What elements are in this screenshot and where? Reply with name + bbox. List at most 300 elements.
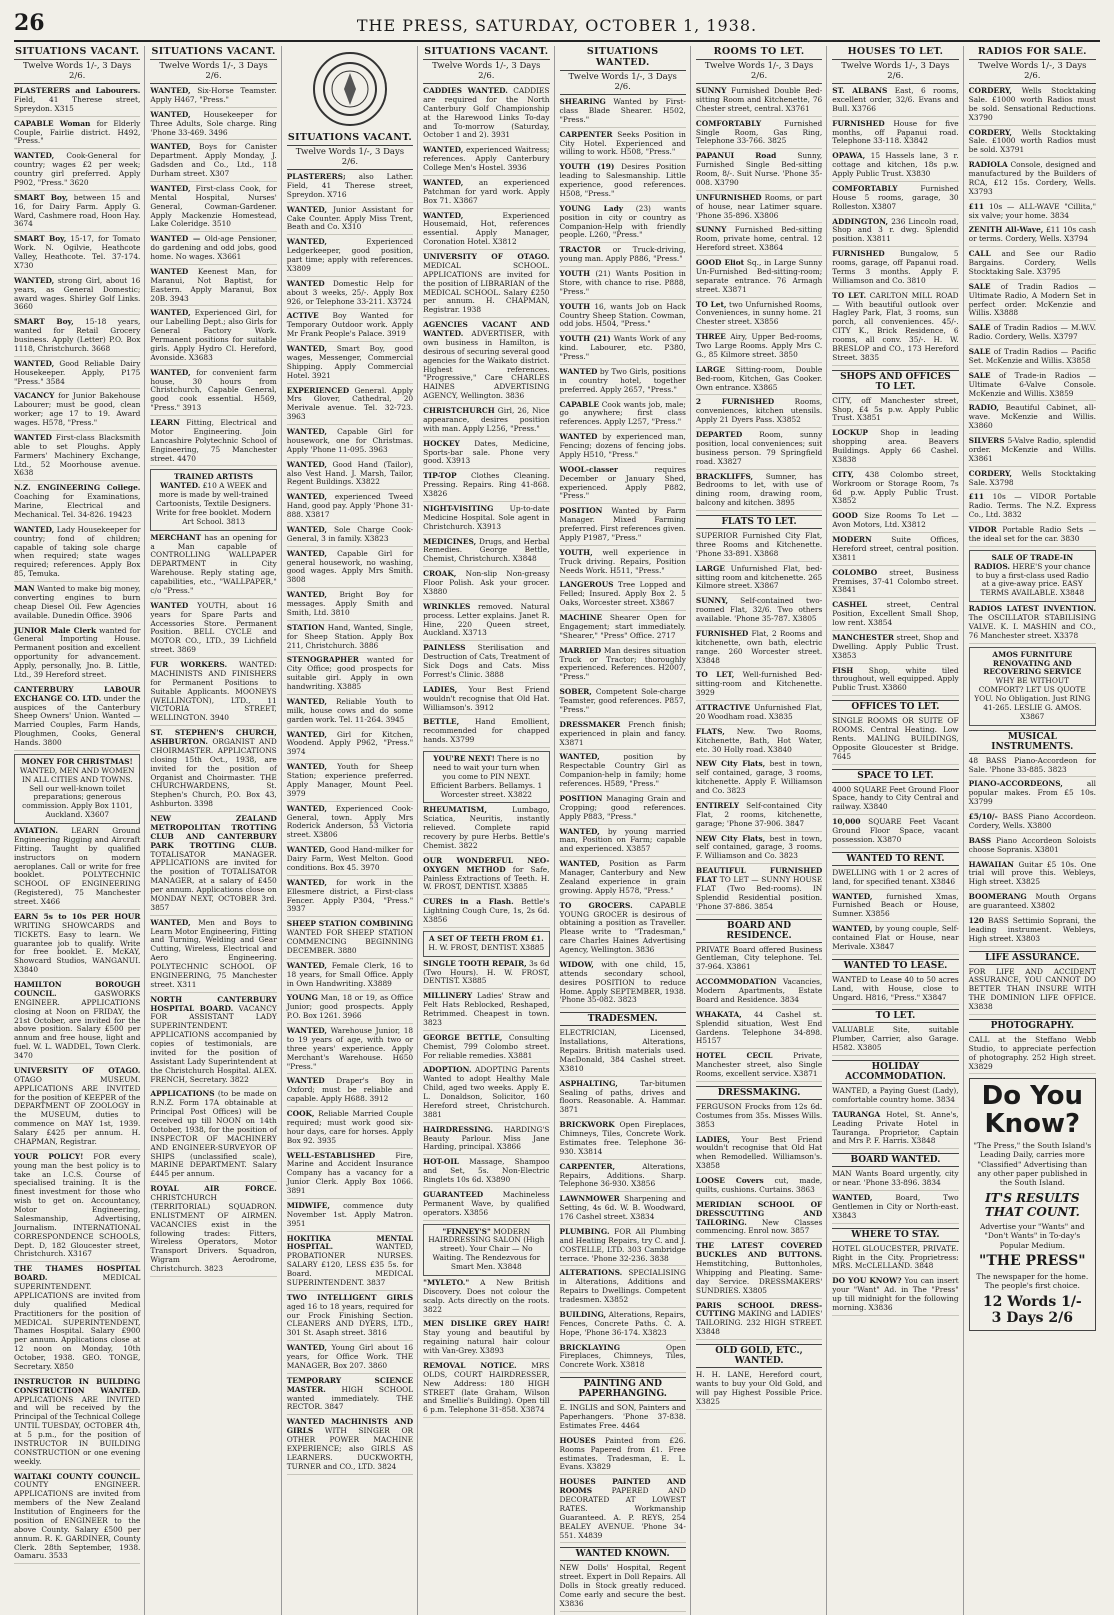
classified-ad: VALUABLE Site, suitable Plumber, Carrier, also Garage. H582. X3805: [832, 1026, 958, 1056]
press-promo-ad: [969, 1078, 1096, 1330]
ad-lead: WANTED,: [286, 492, 327, 502]
classified-ad: [287, 624, 413, 654]
ad-body: 5-Valve Radio, splendid order. McKenzie and Willis. X3861: [968, 436, 1096, 463]
ad-lead: NORTH CANTERBURY HOSPITAL BOARD.: [150, 994, 277, 1013]
classified-ad: [969, 404, 1096, 434]
classified-ad: [423, 1066, 549, 1122]
classified-ad: [423, 644, 549, 683]
ad-lead: HOCKEY: [423, 438, 460, 448]
classified-ad: [287, 656, 413, 695]
classified-ad: [832, 152, 958, 182]
ad-lead: UNIVERSITY OF OTAGO.: [14, 1065, 141, 1075]
classified-ad: SINGLE ROOMS OR SUITE OF ROOMS. Central Heating. Low Rents. MALING BUILDINGS, Opposite Gloucester st Bridge. 7645: [832, 717, 958, 764]
ad-lead: WANTED,: [286, 960, 327, 970]
ad-lead: £11: [968, 201, 985, 211]
classified-ad: SUPERIOR Furnished City Flat, three Rooms and Kitchenette. 'Phone 33-891. X3868: [696, 532, 822, 562]
classified-ad: [150, 661, 276, 726]
classified-ad: FOR LIFE AND ACCIDENT ASSURANCE, YOU CANNOT DO BETTER THAN INSURE WITH THE DOMINION LIFE OFFICE. X3838: [969, 968, 1096, 1015]
display-ad: [423, 751, 549, 803]
ad-body: Self-contained two-roomed Flat, 32/6. Two others available. 'Phone 35-787. X3805: [695, 596, 823, 623]
classified-ad: [560, 433, 686, 463]
ad-lead: WANTED,: [150, 109, 191, 119]
ad-body: French finish; experienced in plain and fancy. X3871: [559, 719, 686, 747]
ad-lead: £11: [968, 492, 985, 502]
ad-body: COUNTY ENGINEER. APPLICATIONS are invited from members of the New Zealand Institution of Engineers for the position of ENGINEER to the above County. Salary £500 per annum. R. K. GARDINER, County Clerk. 28th September, 1938. Oamaru. 3533: [14, 1480, 141, 1561]
ad-body: Hemstitching, Buttonholes, Whipping and Pleating. Same-day Service. DRESSMAKERS' SUNDRIES. X3805: [695, 1259, 823, 1295]
ad-lead: CITY,: [832, 469, 854, 479]
classified-ad: [287, 805, 413, 844]
classified-ad: [287, 550, 413, 589]
ad-body: Sterilisation and Destruction of Cats, Treatment of Sick Dogs and Cats. Miss Forrest's Clinic. 3888: [423, 643, 550, 679]
ad-body: Guitar £5 10s. One trial will prove this. Webleys, High street. X3825: [968, 859, 1096, 887]
ad-lead: "FINNEY'S": [442, 1226, 491, 1236]
classified-ad: [423, 570, 549, 600]
classified-ad: [696, 1302, 822, 1341]
classified-ad: [969, 203, 1096, 224]
classified-ad: [287, 1027, 413, 1074]
ad-body: Reliable Married Couple required; must work good six-hour days, care for horses. Apply Box 92. 3935: [286, 1109, 414, 1145]
ad-body: Managing Grain and Cropping; good references. Apply P883, "Press.": [559, 793, 686, 821]
ad-body: Well-furnished Bed-sitting-room and Kitchenette. 3929: [695, 670, 823, 698]
column-rate: Twelve Words 1/-, 3 Days 2/6.: [150, 60, 276, 84]
classified-ad: [560, 1437, 686, 1476]
ad-lead: MILLINERY: [423, 991, 473, 1001]
classified-ad: [696, 301, 822, 331]
classified-ad: [969, 605, 1096, 644]
classified-ad: [696, 366, 822, 396]
ad-body: You can insert your "Want" Ad. in The "Press" up till midnight for the following morning. X3836: [832, 1276, 959, 1312]
ad-body: 44 Cashel st. Splendid situation, West End Gardens. Telephone 34-898. H5157: [695, 1009, 823, 1046]
classified-ad: [14, 1067, 140, 1150]
ad-lead: APPLICATIONS: [150, 1089, 215, 1099]
classified-ad: [14, 484, 140, 523]
ad-lead: JUNIOR Male Clerk: [14, 625, 97, 635]
ad-lead: HOUSES PAINTED AND ROOMS: [559, 1477, 686, 1496]
ad-lead: EXPERIENCED: [286, 385, 350, 395]
ad-lead: HAWAIIAN: [968, 859, 1014, 869]
ad-body: Capable Girl for general housework, no washing, good wages. Apply Mrs Smith. 3808: [286, 548, 414, 585]
ad-lead: LADIES,: [423, 684, 458, 694]
section-heading: HOLIDAY ACCOMMODATION.: [832, 1060, 958, 1084]
classified-ad: [560, 1163, 686, 1193]
classified-ad: [969, 893, 1096, 914]
classified-ad: [14, 1153, 140, 1263]
ad-lead: WANTED,: [14, 358, 55, 368]
section-heading: WANTED KNOWN.: [560, 1547, 686, 1561]
classified-ad: [287, 591, 413, 621]
ad-body: WITH SINGER OR OTHER POWER MACHINE EXPERIENCE; also GIRLS AS LEARNERS. DUCKWORTH, TURNER and CO., LTD. 3824: [286, 1426, 414, 1471]
classified-ad: [287, 1110, 413, 1149]
ad-lead: WANTED: [286, 278, 325, 288]
ad-lead: ST. ALBANS: [832, 86, 888, 95]
column-7: [832, 46, 963, 1615]
ad-body: Airy, Upper Bed-rooms, Two Large Rooms. Apply Mrs C. G., 85 Kilmore street. 3850: [695, 332, 823, 359]
classified-ad: [696, 802, 822, 832]
ad-lead: 2 FURNISHED: [695, 397, 775, 407]
ad-body: Good Hand (Tailor), also Vest Hand. J. Marsh, Tailor, Regent Buildings. X3822: [286, 459, 414, 487]
ad-lead: PARIS SCHOOL DRESS-CUTTING: [695, 1300, 823, 1319]
classified-ad: [423, 1279, 549, 1318]
classified-ad: [969, 837, 1096, 858]
classified-ad: [560, 131, 686, 161]
ad-lead: YOUTH (21): [559, 334, 611, 344]
ad-body: MRS OLDS, COURT HAIRDRESSER, New Address: 180 HIGH STREET (late Graham, Wilson and Smellie's Building). Open till 6 p.m. Telephone 31-858. X3874: [423, 1360, 550, 1415]
ad-body: Painted from £26. Rooms Papered from £1. Free estimates. Tradesman, E. L. Evans. X3829: [559, 1435, 686, 1472]
ad-lead: GUARANTEED: [423, 1189, 484, 1199]
ad-lead: CAPABLE: [559, 399, 599, 409]
ad-body: SQUARE Feet Vacant Ground Floor Space, vacant possession. X3870: [832, 817, 959, 844]
ad-body: Sitting-room, Double Bed-room, Kitchen, Gas Cooker. Own entrance. X3865: [695, 364, 823, 392]
classified-ad: [560, 246, 686, 267]
classified-ad: [560, 1478, 686, 1543]
classified-ad: [423, 1362, 549, 1418]
ad-body: MAKING and LADIES' TAILORING. 232 HIGH STREET. X3848: [695, 1309, 823, 1337]
ad-lead: BOOMERANG: [968, 892, 1027, 902]
column-rate: Twelve Words 1/-, 3 Days 2/6.: [560, 71, 686, 95]
display-ad: [969, 647, 1096, 726]
classified-ad: [287, 846, 413, 876]
ad-body: Sq., in Large Sunny Un-Furnished Bed-sitting-room; separate entrance. 76 Armagh street. X3871: [695, 258, 823, 294]
classified-ad: [423, 1158, 549, 1188]
ad-lead: CARPENTER,: [559, 1161, 616, 1171]
ad-lead: BRICKWORK: [559, 1120, 615, 1130]
ad-lead: WANTED,: [286, 1026, 327, 1035]
ad-lead: SMART Boy,: [14, 234, 67, 244]
classified-ad: [969, 226, 1096, 247]
ad-lead: WANTED,: [286, 344, 327, 353]
section-heading: SHOPS AND OFFICES TO LET.: [832, 370, 958, 394]
ad-body: Bungalow, 5 rooms, garage, off Papanui road. Terms 3 months. Apply F. Williamson and Co. 3810: [832, 249, 959, 285]
ad-lead: WANTED,: [832, 891, 873, 901]
ad-body: Experienced Girl, for our Labelling Dept.; also Girls for General Factory Work. Permanent positions for suitable girls. Apply Hydro Cl. Hereford, Avonside. X3683: [150, 308, 277, 362]
ad-lead: WANTED,: [14, 275, 55, 285]
ad-lead: PAINLESS: [423, 643, 466, 653]
classified-ad: [696, 226, 822, 256]
ad-body: 15-18 years, wanted for Retail Grocery business. Apply (Letter) P.O. Box 1118, Christchurch. 3668: [14, 317, 141, 353]
ad-lead: GOOD Eliot: [695, 258, 745, 267]
column-rate: Twelve Words 1/-, 3 Days 2/6.: [696, 60, 822, 84]
classified-ad: [423, 806, 549, 853]
classified-ad: [969, 526, 1096, 547]
ad-lead: WANTED: [150, 600, 189, 610]
ad-lead: WANTED —: [150, 234, 201, 244]
classified-ad: [969, 861, 1096, 891]
classified-ad: [14, 585, 140, 624]
ad-body: (21) Wants Position in Store, with chance to rise. P888, "Press.": [559, 269, 686, 296]
classified-ad: [287, 1077, 413, 1107]
classified-ad: [287, 1344, 413, 1374]
ad-body: 3s 6d (Two Hours). H. W. FROST, DENTIST. X3885: [423, 958, 550, 986]
column-rate: Twelve Words 1/-, 3 Days 2/6.: [832, 60, 958, 84]
classified-ad: [423, 992, 549, 1031]
ad-lead: YOUTH,: [559, 547, 593, 557]
ad-lead: TAURANGA: [832, 1109, 881, 1119]
masthead: [14, 10, 1100, 42]
classified-ad: [560, 401, 686, 431]
ad-lead: BEAUTIFUL FURNISHED FLAT: [695, 866, 823, 884]
ad-lead: WANTED,: [559, 752, 600, 762]
ad-body: MEDICAL SCHOOL. APPLICATIONS are invited for the position of LIBRARIAN of the MEDICAL SCHOOL. Salary £250 per annum. H. CHAPMAN, Registrar. 1938: [423, 260, 550, 315]
ad-lead: WANTED,: [150, 142, 191, 152]
ad-lead: ENTIRELY: [695, 800, 739, 810]
ad-lead: WANTED,: [286, 524, 327, 534]
ad-lead: WANTED,: [423, 177, 464, 187]
ad-lead: GOOD: [832, 511, 858, 521]
classified-ad: [14, 318, 140, 357]
classified-ad: [14, 1378, 140, 1470]
column-heading: HOUSES TO LET.: [832, 46, 958, 60]
classified-ad: CALL at the Steffano Webb Studio, to appreciate perfection of photography. 252 High street. X3829: [969, 1036, 1096, 1075]
classified-ad: [696, 565, 822, 595]
ad-lead: FURNISHED: [832, 249, 885, 259]
ad-body: Reliable Youth to milk, house cows and do some garden work. Tel. 11-264. 3945: [286, 696, 414, 724]
ad-body: of Tradin Radios — Pacific Set. McKenzie and Willis. X3858: [968, 347, 1096, 365]
ad-body: Furnished Double Bed-sitting Room and Kitchenette, 76 Chester street, central. X3761: [695, 86, 823, 113]
classified-ad: [696, 194, 822, 224]
ad-body: WANTED: MACHINISTS AND FINISHERS for Permanent Positions to Suitable Applicants. MOONEYS (WELLINGTON), LTD., 11 VICTORIA STREET, WELLINGTON. 3940: [150, 660, 277, 723]
classified-ad: [423, 603, 549, 642]
ad-lead: CASHEL: [832, 600, 868, 610]
classified-ad: [423, 179, 549, 209]
ad-lead: RADIO,: [968, 403, 999, 413]
ad-lead: CAPABLE Woman: [14, 118, 91, 128]
ad-lead: TEMPORARY SCIENCE MASTER.: [286, 1375, 414, 1394]
ad-body: Size Rooms To Let — Avon Motors, Ltd. X3812: [832, 511, 959, 530]
classified-ad: [560, 961, 686, 1008]
classified-ad: [832, 87, 958, 117]
classified-ad: [560, 614, 686, 644]
ad-lead: BETTLE,: [423, 717, 460, 727]
ad-lead: DEPARTED: [695, 430, 743, 439]
ad-body: Cook-General for country; wages £2 per week; country girl preferred. Apply P902, "Press." 3620: [14, 151, 141, 187]
ad-body: with one child, 15, attends secondary school, desires POSITION to reduce Home. Apply SEPTEMBER, 1938. 'Phone 35-082. 3823: [559, 959, 686, 1005]
classified-ad: [969, 250, 1096, 280]
ad-lead: YOUTH (19): [559, 162, 615, 172]
classified-ad: H. H. LANE, Hereford court, wants to buy your Old Gold, and will pay Highest Possible Price. X3825: [696, 1371, 822, 1410]
ad-lead: WOOL-classer: [559, 464, 618, 474]
ad-body: Beautiful Cabinet, all-wave. McKenzie and Willis. X3860: [968, 403, 1096, 431]
ad-lead: FURNISHED: [695, 628, 749, 638]
column-heading: SITUATIONS VACANT.: [287, 132, 413, 146]
classified-ad: [150, 1185, 276, 1277]
ad-body: CARLTON MILL ROAD — With beautiful outlook over Hagley Park, Flat, 3 rooms, sun porch, all conveniences. 45/-. CITY K., Brick Residence, 6 rooms, all conv. 35/-. H. W. BRESLOP and CO., 173 Hereford Street. 3835: [832, 290, 959, 362]
ad-lead: WANTED,: [286, 427, 327, 436]
ad-lead: COMFORTABLY: [695, 118, 762, 128]
classified-ad: [423, 538, 549, 568]
ad-lead: YOUNG Lady: [559, 203, 624, 213]
classified-ad: [696, 1136, 822, 1175]
column-heading: SITUATIONS VACANT.: [14, 46, 140, 60]
classified-ad: [150, 1090, 276, 1182]
classified-ad: [150, 815, 276, 916]
classified-ad: [696, 473, 822, 512]
ad-body: Sole Charge Cook-General, 3 in family. X3823: [286, 524, 414, 543]
classified-ad: [696, 597, 822, 627]
ad-lead: PLASTERERS and Labourers.: [14, 86, 141, 95]
ad-body: There is no need to wait your turn when you come to PIN NEXT. Efficient Barbers. Bellamys. 1 Worcester street. X3822: [430, 754, 543, 799]
ad-body: Consulting Chemist, 799 Colombo street. For reliable remedies. X3881: [423, 1032, 550, 1060]
ad-body: under the auspices of the Canterbury Sheep Owners' Union. Wanted — Married Couples, Farm Hands, Ploughmen, Cooks, General Hands. 3800: [14, 693, 141, 747]
ad-lead: HOT-OIL: [423, 1157, 459, 1167]
ad-body: SPECIALISING in Alterations, Additions and Repairs to Dwellings. Competent tradesmen. X3852: [559, 1268, 686, 1304]
ad-body: FOR every young man the best policy is to take an I.C.S. Course of specialised training. It is the finest investment for those who wish to get on. Accountancy, Motor Engineering, Salesmanship, Advertising, Journalism. INTERNATIONAL CORRESPONDENCE SCHOOLS, Dept. D, 182 Gloucester street, Christchurch. X3167: [14, 1151, 141, 1259]
ad-body: Girl, 26, Nice appearance, desires position with man. Apply L256, "Press.": [423, 406, 550, 433]
ad-body: wanted for General Importing House. Permanent position and excellent opportunity for advancement. Apply, personally, Jno. B. Little, Ltd., 39 Hereford street.: [14, 625, 141, 679]
ad-lead: MONEY FOR CHRISTMAS!: [21, 756, 133, 766]
ad-lead: LEARN: [150, 418, 180, 427]
section-heading: WANTED TO RENT.: [832, 852, 958, 866]
ad-body: Furnished Bed-sitting Room, private home, central. 12 Hereford street. X3864: [695, 225, 823, 253]
promo-paper-name: "THE PRESS": [979, 1252, 1086, 1269]
ad-body: Unfurnished Flat, bed-sitting room and kitchenette. 265 Kilmore street. X3867: [695, 563, 823, 591]
ad-body: Men and Boys to Learn Motor Engineering, Fitting and Turning, Welding and Gear Cutting, Wireless, Electrical and Aero Engineering. POLYTECHNIC SCHOOL OF ENGINEERING, 75 Manchester street. X311: [150, 917, 277, 989]
ad-body: Man desires situation Truck or Tractor; thoroughly experienced. References. H2007, "Press.": [559, 645, 686, 682]
classified-ad: [560, 828, 686, 858]
ad-body: commence duty November 1st. Apply Matron. 3951: [286, 1200, 414, 1228]
ad-body: all popular makes. From £5 10s. X3799: [968, 779, 1096, 807]
ad-lead: MEN DISLIKE GREY HAIR!: [423, 1319, 550, 1329]
ad-lead: YOUTH: [559, 301, 591, 311]
classified-ad: [150, 534, 276, 599]
ad-body: Your Best Friend wouldn't recognise that Old Hat. Williamson's. 3912: [423, 684, 550, 712]
ad-body: First-class Blacksmith able to set Ploughs. Apply Farmers' Machinery Exchange, Ltd., 52 Moorhouse avenue. X638: [14, 432, 141, 478]
ad-lead: WANTED: [286, 1076, 325, 1086]
classified-ad: 48 BASS Piano-Accordeon for Sale. 'Phone 33-885. 3823: [969, 757, 1096, 778]
section-heading: PHOTOGRAPHY.: [969, 1019, 1096, 1033]
ad-body: Coaching for Examinations, Marine, Electrical and Mechanical. Tel. 34-826. 19423: [14, 492, 141, 519]
ad-body: Portable Radio Sets — the ideal set for the car. 3830: [968, 525, 1096, 543]
ad-lead: HOTEL CECIL: [695, 1051, 773, 1061]
ad-lead: HAIRDRESSING.: [423, 1124, 493, 1134]
classified-ad: [14, 627, 140, 683]
ad-body: East, 6 rooms, excellent order, 32/6. Evans and Bull. X3766: [832, 86, 959, 113]
classified-ad: [14, 277, 140, 316]
ad-lead: CHRISTCHURCH: [423, 406, 495, 415]
ad-lead: SALE: [968, 347, 991, 356]
classified-ad: [14, 360, 140, 390]
classified-ad: [696, 1177, 822, 1198]
classified-ad: [287, 1294, 413, 1341]
classified-ad: [969, 87, 1096, 126]
ad-body: Furnished Single Room, Gas Ring, Telephone 33-766. 3825: [695, 118, 823, 146]
classified-ad: [832, 120, 958, 150]
section-heading: BOARD WANTED.: [832, 1153, 958, 1167]
classified-ad: [696, 259, 822, 298]
section-heading: WANTED TO LEASE.: [832, 959, 958, 973]
ad-body: and See our Radio Bargains. Cordery, Wells Stocktaking Sale. X3795: [968, 249, 1096, 276]
classified-ad: [560, 721, 686, 751]
classified-ad: [287, 1152, 413, 1199]
classified-ad: [969, 129, 1096, 159]
classified-ad: [560, 163, 686, 202]
ad-lead: "MYLETO.": [423, 1277, 470, 1287]
ad-body: Your Best Friend wouldn't recognise that Old Hat when Remodelled. Williamson's. X3858: [695, 1134, 823, 1171]
ad-body: removed. Natural process. Letter explains. Janet R. Hine, 220 Queen street, Auckland. X3713: [423, 601, 550, 638]
ad-lead: UNIVERSITY OF OTAGO.: [423, 252, 550, 261]
ad-lead: MANCHESTER: [832, 632, 895, 642]
classified-ad: [696, 398, 822, 428]
ad-body: House for five months, off Papanui road. Telephone 33-118. X3842: [832, 118, 959, 146]
classified-ad: [423, 960, 549, 990]
ad-body: well experience in Truck driving. Repairs, Position Needs Work. H511, "Press.": [559, 547, 686, 575]
ad-lead: FISH: [832, 665, 854, 675]
ad-lead: PAPANUI Road: [695, 151, 777, 161]
ad-body: street, Business Premises, 37-41 Colombo street. X3841: [832, 567, 959, 595]
classified-ad: [832, 218, 958, 248]
ad-body: PAPERED AND DECORATED AT LOWEST RATES. Workmanship Guaranteed. A. P. REYS, 254 BEALEY AVENUE. 'Phone 34-551. X4839: [559, 1486, 686, 1540]
ad-body: 15 Hassels lane, 3 r. cottage and kitchen, 18s p.w. Apply Public Trust. X3830: [832, 151, 959, 178]
ad-body: MEDICAL SUPERINTENDENT. APPLICATIONS are invited from duly qualified Medical Practitioners for the position of MEDICAL SUPERINTENDENT, Thames Hospital. Salary £900 per annum. Applications close at 12 noon on Monday, 10th October, 1938. GEO. TONGE, Secretary. X850: [14, 1273, 141, 1371]
classified-ad: [560, 368, 686, 398]
ad-body: Open Fireplaces, Chimneys, Tiles, Concrete Work. Estimates free. Telephone 36-930. X3814: [559, 1120, 686, 1156]
classified-ad: [287, 461, 413, 491]
ad-lead: ZENITH All-Wave,: [968, 225, 1044, 235]
ad-lead: MAN: [14, 584, 35, 593]
classified-ad: DWELLING with 1 or 2 acres of land, for specified tenant. X3846: [832, 869, 958, 890]
ad-body: Capable Girl for housework, one for Christmas. Apply 'Phone 11-095. 3963: [286, 427, 414, 454]
ad-lead: WANTED,: [14, 524, 55, 534]
page-number: 26: [14, 10, 45, 36]
classified-ad: [14, 526, 140, 582]
ad-body: for Safe, Painless Extractions of Teeth. H. W. FROST, DENTIST. X3885: [423, 864, 550, 892]
classified-ad: [560, 688, 686, 718]
ad-lead: SALE: [968, 370, 991, 380]
ad-body: 16, wants Job on Hack Country Sheep Station. Cowman, odd jobs. H504, "Press.": [559, 301, 686, 329]
ad-body: Bright Boy for messages. Apply Smith and Smith, Ltd. 3810: [286, 590, 414, 617]
ad-lead: WHAKATA,: [695, 1009, 742, 1019]
section-heading: TRADESMEN.: [560, 1012, 686, 1026]
ad-body: Unfurnished Flat, 20 Woodham road. X3835: [695, 703, 823, 721]
ad-lead: SHEARING: [559, 97, 606, 106]
classified-ad: [287, 428, 413, 458]
ad-lead: WANTED,: [423, 210, 464, 220]
ad-body: Board, Two Gentlemen in City or North-east. X3843: [832, 1193, 959, 1220]
ad-body: Ladies' Straw and Felt Hats Reblocked, Reshaped, Retrimmed. Cheapest in town. 3823: [423, 991, 550, 1027]
section-heading: FLATS TO LET.: [696, 515, 822, 529]
classified-ad: [287, 280, 413, 310]
ad-body: ADVERTISER, with own business in Hamilton, is desirous of securing several good agencies for the Waikato district. Highest references. "Progressive," Care CHARLES HAINES ADVERTISING AGENCY, Wellington. 3836: [423, 329, 550, 401]
ad-body: experienced Waitress; references. Apply Canterbury College Men's Hostel. 3936: [423, 145, 550, 172]
ad-lead: TRAINED ARTISTS WANTED.: [160, 472, 254, 491]
ad-lead: 10,000: [832, 817, 861, 827]
classified-ad: [696, 1201, 822, 1240]
ad-body: Housekeeper for Three Adults, Sole charge. Ring 'Phone 33-469. 3496: [150, 109, 277, 137]
ad-lead: LARGE: [695, 563, 725, 573]
ad-lead: WANTED,: [832, 1193, 873, 1202]
classified-ad: [969, 470, 1096, 491]
ad-body: £11 10s cash or terms. Cordery, Wells. X3794: [968, 225, 1096, 244]
ad-lead: YOUNG: [286, 993, 318, 1003]
ad-lead: WANTED,: [559, 859, 600, 869]
ad-lead: INSTRUCTOR IN BUILDING CONSTRUCTION WANTED.: [14, 1376, 141, 1395]
classified-ad: [560, 466, 686, 505]
classified-ad: [696, 1242, 822, 1298]
ad-body: Boy Wanted for Temporary Outdoor work. Apply Mr Frank People's Palace. 3919: [286, 311, 414, 339]
classified-ad: [287, 920, 413, 959]
classified-ad: [832, 667, 958, 697]
promo-rate-big: 3 Days 2/6: [991, 1309, 1073, 1326]
ad-body: 15-17, for Tomato Work. N. Ogilvie, Heathcote Valley, Heathcote. Tel. 37-174. X730: [14, 234, 141, 270]
ad-lead: REMOVAL NOTICE.: [423, 1360, 517, 1370]
ad-lead: SALE: [968, 323, 991, 333]
ad-body: Stay young and beautiful by regaining natural hair colour with Van-Grey. X3893: [423, 1328, 550, 1355]
ad-lead: HOUSES: [559, 1435, 596, 1445]
ad-lead: ST. STEPHEN'S CHURCH, ASHBURTON.: [150, 728, 277, 746]
classified-ad: [969, 813, 1096, 834]
ad-body: an experienced Patchman for yard work. Apply Box 71. X3867: [423, 177, 550, 205]
column-heading: SITUATIONS VACANT.: [150, 46, 276, 60]
ad-body: WANTED, MEN AND WOMEN IN ALL CITIES AND TOWNS. Sell our well-known toilet preparations; generous commission. Apply Box 1101, Auckland. X3607: [19, 765, 135, 820]
